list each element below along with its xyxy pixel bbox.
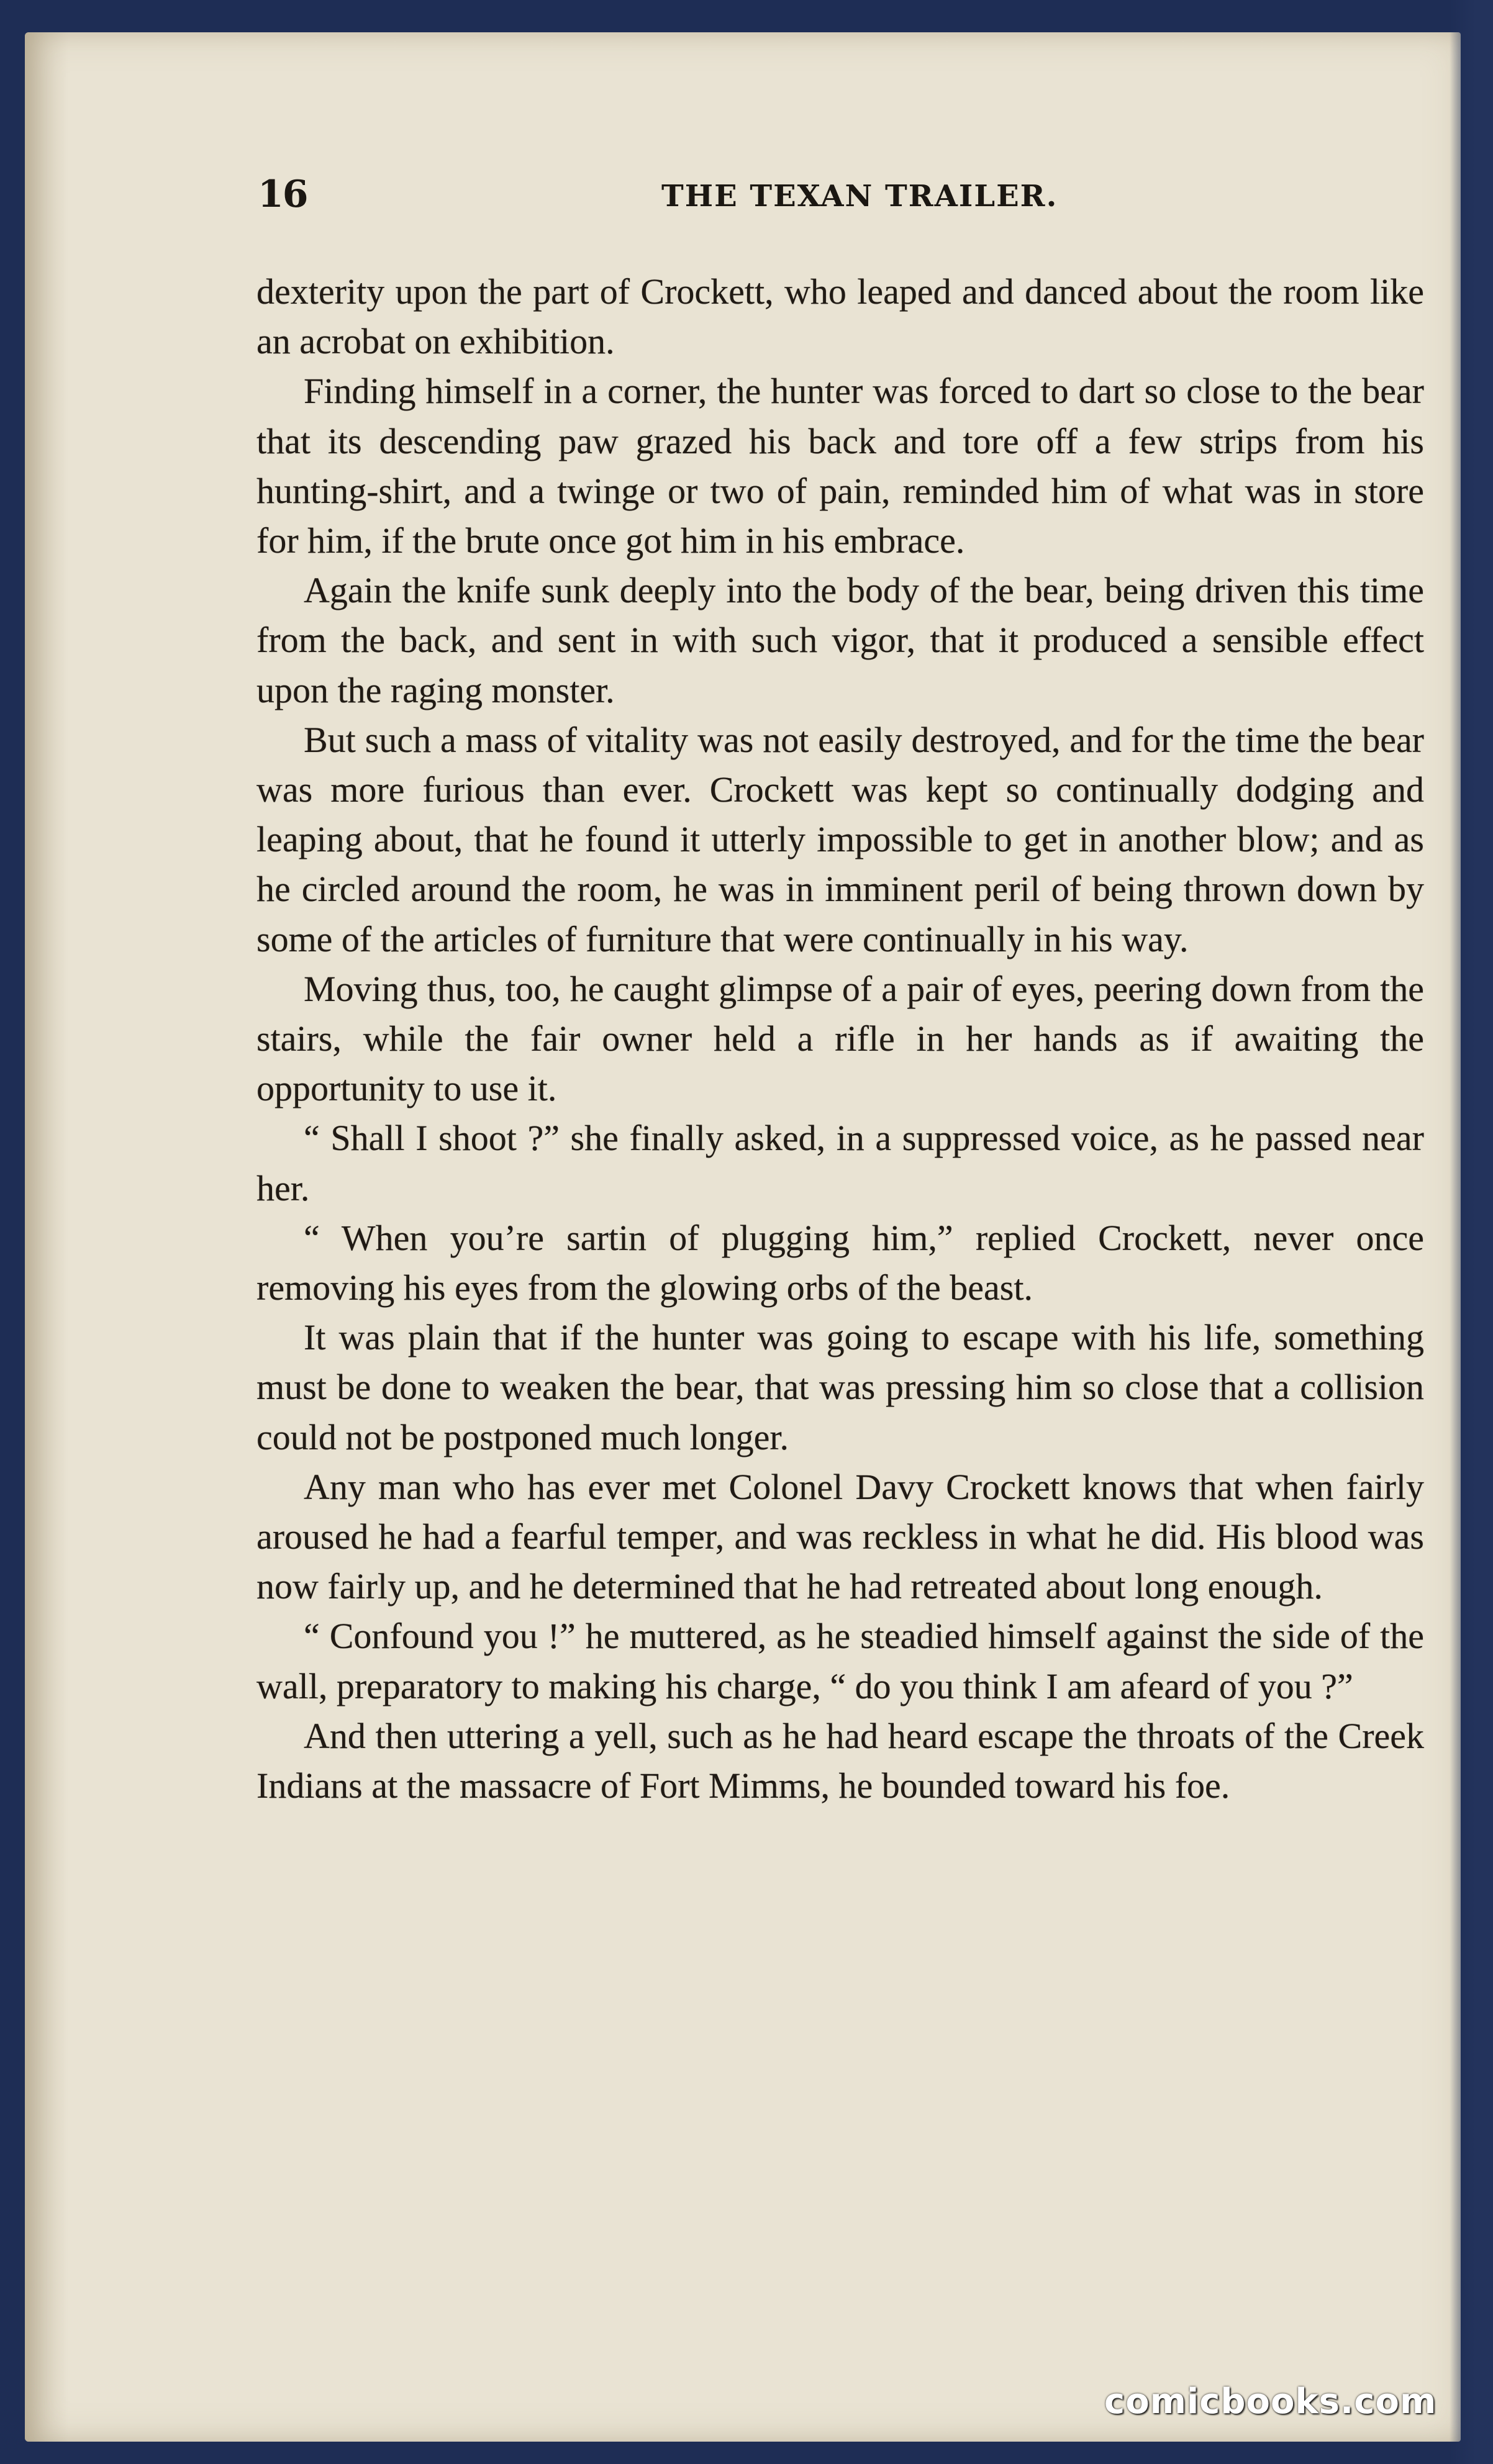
book-title: THE TEXAN TRAILER. <box>661 179 1058 214</box>
binding-edge <box>1450 0 1493 2464</box>
paragraph: “ When you’re sartin of plugging him,” replied Crockett, never once removing his eyes from the glowing orbs of the beast. <box>256 1217 1424 1308</box>
watermark: comicbooks.com <box>1104 2381 1437 2422</box>
paragraph: It was plain that if the hunter was going to escape with his life, something must be done to weaken the bear, that was pressing him so close that a collision could not be postponed much longer. <box>256 1317 1424 1457</box>
paragraph: “ Confound you !” he muttered, as he steadied himself against the side of the wall, preparatory to making his charge, “ do you think I am afeard of you ?” <box>256 1616 1424 1706</box>
paragraph: Any man who has ever met Colonel Davy Crockett knows that when fairly aroused he had a fearful temper, and was reckless in what he did. His blood was now fairly up, and he determined that he had retreated about long enough. <box>256 1466 1424 1607</box>
paragraph: Moving thus, too, he caught glimpse of a pair of eyes, peering down from the stairs, while the fair owner held a rifle in her hands as if awaiting the opportunity to use it. <box>256 968 1424 1109</box>
paragraph: Finding himself in a corner, the hunter was forced to dart so close to the bear that its descending paw grazed his back and tore off a few strips from his hunting-shirt, and a twinge or two of pain, reminded him of what was in store for him, if the brute once got him in his embrace. <box>256 371 1424 561</box>
paragraph: But such a mass of vitality was not easily destroyed, and for the time the bear was more furious than ever. Crockett was kept so continually dodging and leaping about, that he found it utterly impossible to get in another blow; and as he circled around the room, he was in imminent peril of being thrown down by some of the articles of furniture that were continually in his way. <box>256 719 1424 959</box>
body-text <box>256 267 1424 1811</box>
page-number: 16 <box>258 173 307 216</box>
paragraph: Again the knife sunk deeply into the body of the bear, being driven this time from the back, and sent in with such vigor, that it produced a sensible effect upon the raging monster. <box>256 570 1424 710</box>
paragraph: “ Shall I shoot ?” she finally asked, in a suppressed voice, as he passed near her. <box>256 1118 1424 1208</box>
running-head <box>258 173 1425 222</box>
paragraph: And then uttering a yell, such as he had heard escape the throats of the Creek Indians at the massacre of Fort Mimms, he bounded toward his foe. <box>256 1715 1424 1806</box>
paragraph: dexterity upon the part of Crockett, who leaped and danced about the room like an acrobat on exhibition. <box>256 271 1424 362</box>
